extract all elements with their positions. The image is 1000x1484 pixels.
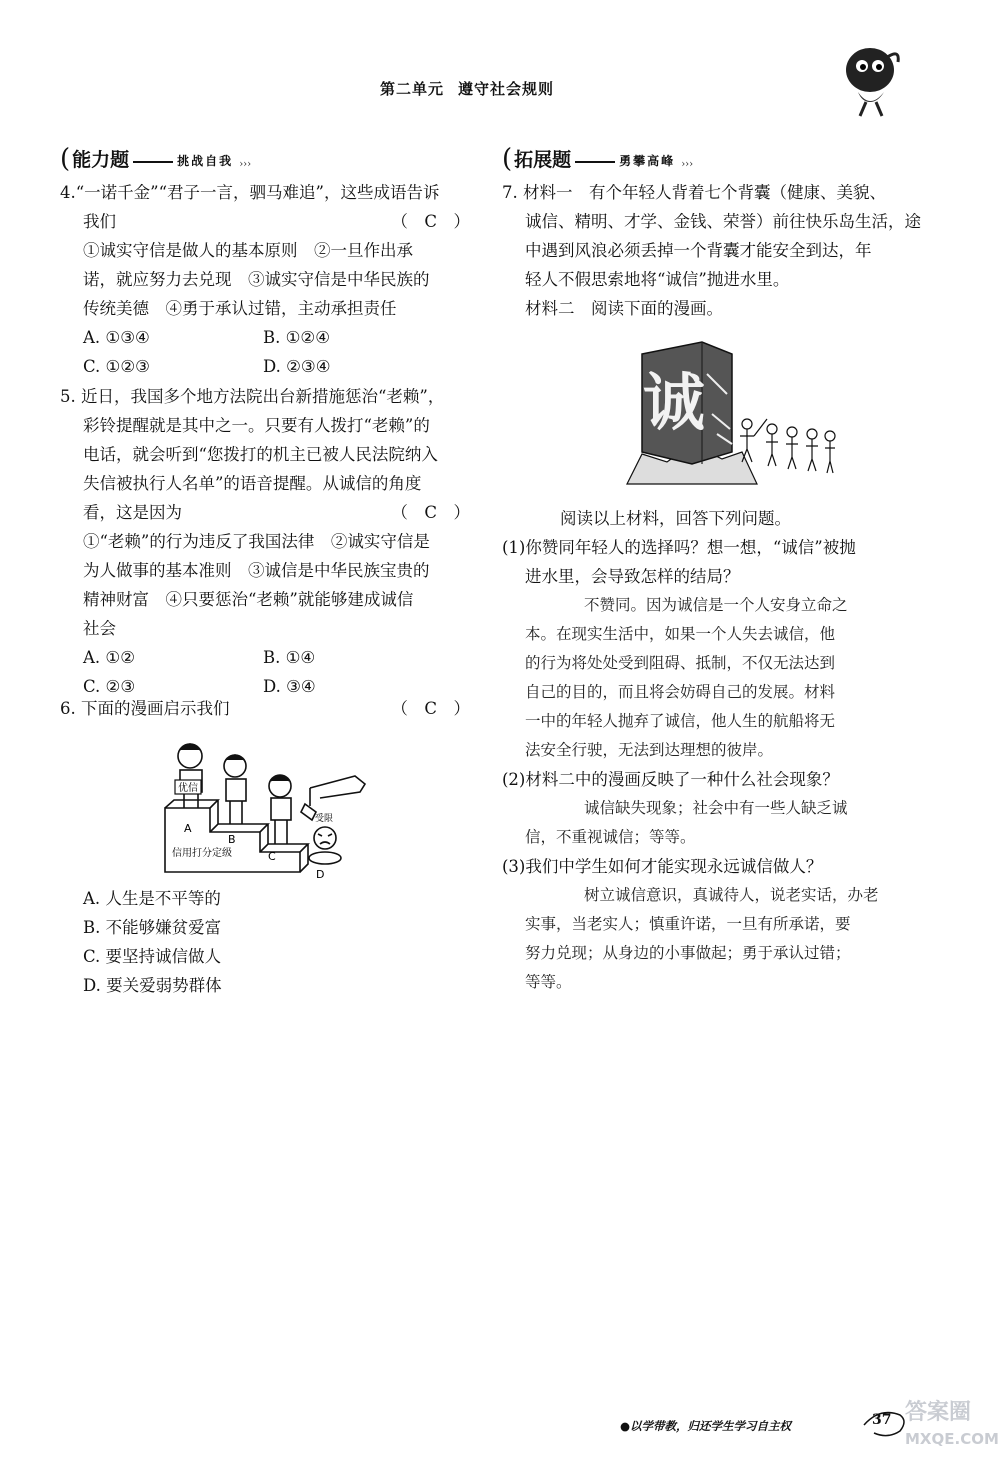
q4-option-a: A. ①③④ (83, 328, 150, 347)
q6-option-a: A. 人生是不平等的 (83, 889, 221, 908)
q6-option-d: D. 要关爱弱势群体 (83, 976, 222, 995)
section-title: 能力题 (72, 149, 130, 171)
material1-line: 轻人不假思索地将“诚信”抛进水里。 (525, 270, 790, 289)
stair-caption: 信用打分定级 (172, 848, 232, 859)
cartoon-sign-text: 优信 (178, 783, 198, 794)
q5-line: ①“老赖”的行为违反了我国法律 ②诚实守信是 (83, 532, 430, 551)
watermark-top: 答案圈 (905, 1400, 972, 1425)
page-header (380, 78, 554, 99)
q5-option-b: B. ①④ (263, 648, 316, 667)
q4-line: 诺，就应努力去兑现 ③诚实守信是中华民族的 (83, 270, 430, 289)
material2-line: 材料二 阅读下面的漫画。 (525, 299, 723, 318)
sub1-answer-line: 自己的目的，而且将会妨碍自己的发展。材料 (525, 683, 836, 701)
q5-answer: （ C ） (391, 503, 470, 522)
stair-label-d: D (316, 868, 325, 881)
sub1-answer-line: 不赞同。因为诚信是一个人安身立命之 (584, 596, 848, 614)
watermark-bottom: MXQE.COM (905, 1430, 999, 1448)
mascot-illustration (838, 40, 908, 120)
arrows-icon: ››› (681, 159, 694, 170)
stair-label-c: C (268, 850, 276, 863)
q4-line: ①诚实守信是做人的基本原则 ②一旦作出承 (83, 241, 413, 260)
q5-line: 彩铃提醒就是其中之一。只要有人拨打“老赖”的 (83, 416, 430, 435)
integrity-cartoon (622, 334, 842, 494)
cartoon-character: 诚 (642, 366, 706, 439)
credit-rating-cartoon (160, 726, 370, 881)
sub2-question: (2)材料二中的漫画反映了一种什么社会现象？ (502, 770, 839, 789)
question-4 (60, 178, 470, 381)
sub3-answer-line: 努力兑现；从身边的小事做起；勇于承认过错； (525, 944, 851, 962)
question-7-materials (502, 178, 921, 323)
q5-line: 失信被执行人名单”的语音提醒。从诚信的角度 (83, 474, 422, 493)
q4-line: 我们 (83, 212, 116, 231)
q5-line: 为人做事的基本准则 ③诚信是中华民族宝贵的 (83, 561, 430, 580)
sub1-answer-line: 一中的年轻人抛弃了诚信，他人生的航船将无 (525, 712, 836, 730)
section-subtitle: 勇攀高峰 (619, 154, 676, 168)
sub3-answer-line: 树立诚信意识，真诚待人，说老实话，办老 (584, 886, 879, 904)
material1-line: 7. 材料一 有个年轻人背着七个背囊（健康、美貌、 (502, 183, 886, 202)
q4-line: 4.“一诺千金”“君子一言，驷马难追”，这些成语告诉 (60, 183, 440, 202)
q6-options (60, 884, 470, 1000)
sub1-answer-line: 法安全行驶，无法到达理想的彼岸。 (525, 741, 774, 759)
q5-line: 5. 近日，我国多个地方法院出台新措施惩治“老赖”， (60, 387, 445, 406)
material1-line: 诚信、精明、才学、金钱、荣誉）前往快乐岛生活，途 (525, 212, 921, 231)
q4-option-d: D. ②③④ (263, 357, 331, 376)
sub3-answer-line: 等等。 (525, 973, 572, 991)
unit-label: 第二单元 (380, 80, 445, 98)
ability-section-heading: ( 能力题 挑战自我 ››› (60, 144, 252, 174)
q6-option-b: B. 不能够嫌贫爱富 (83, 918, 222, 937)
question-6 (60, 694, 470, 723)
sub1-answer-line: 本。在现实生活中，如果一个人失去诚信，他 (525, 625, 836, 643)
question-5 (60, 382, 470, 701)
arrows-icon: ››› (239, 159, 252, 170)
instruction-line: 阅读以上材料，回答下列问题。 (560, 509, 791, 528)
extension-section-heading: ( 拓展题 勇攀高峰 ››› (502, 144, 694, 174)
unit-title: 遵守社会规则 (458, 80, 555, 98)
sub3-question: (3)我们中学生如何才能实现永远诚信做人？ (502, 857, 823, 876)
q6-stem: 6. 下面的漫画启示我们 (60, 699, 230, 718)
section-title: 拓展题 (514, 149, 572, 171)
q5-option-d: D. ③④ (263, 677, 316, 696)
q6-answer: （ C ） (391, 699, 470, 718)
page-number: 37 (872, 1412, 892, 1428)
q4-option-c: C. ①②③ (83, 357, 150, 376)
q5-option-a: A. ①② (83, 648, 135, 667)
q4-option-b: B. ①②④ (263, 328, 330, 347)
sub2-answer-line: 诚信缺失现象；社会中有一些人缺乏诚 (584, 799, 848, 817)
watermark (905, 1400, 999, 1452)
stair-label-b: B (228, 833, 236, 846)
q6-option-c: C. 要坚持诚信做人 (83, 947, 222, 966)
sub1-question: (1)你赞同年轻人的选择吗？想一想，“诚信”被抛 (502, 538, 856, 557)
material1-line: 中遇到风浪必须丢掉一个背囊才能安全到达，年 (525, 241, 872, 260)
q5-line: 电话，就会听到“您拨打的机主已被人民法院纳入 (83, 445, 438, 464)
sub2-answer-line: 信，不重视诚信；等等。 (525, 828, 696, 846)
q5-line: 精神财富 ④只要惩治“老赖”就能够建成诚信 (83, 590, 414, 609)
section-subtitle: 挑战自我 (177, 154, 234, 168)
question-7-subquestions (502, 504, 912, 997)
q5-line: 看，这是因为 (83, 503, 182, 522)
footer-slogan: ●以学带教，归还学生学习自主权 (620, 1419, 792, 1433)
cartoon-tag-text: 受限 (314, 814, 334, 824)
q5-line: 社会 (83, 619, 116, 638)
sub1-answer-line: 的行为将处处受到阻碍、抵制，不仅无法达到 (525, 654, 836, 672)
sub1-question: 进水里，会导致怎样的结局？ (525, 567, 740, 586)
q4-line: 传统美德 ④勇于承认过错，主动承担责任 (83, 299, 397, 318)
q4-answer: （ C ） (391, 212, 470, 231)
q5-option-c: C. ②③ (83, 677, 136, 696)
sub3-answer-line: 实事，当老实人；慎重许诺，一旦有所承诺，要 (525, 915, 851, 933)
stair-label-a: A (184, 822, 192, 835)
